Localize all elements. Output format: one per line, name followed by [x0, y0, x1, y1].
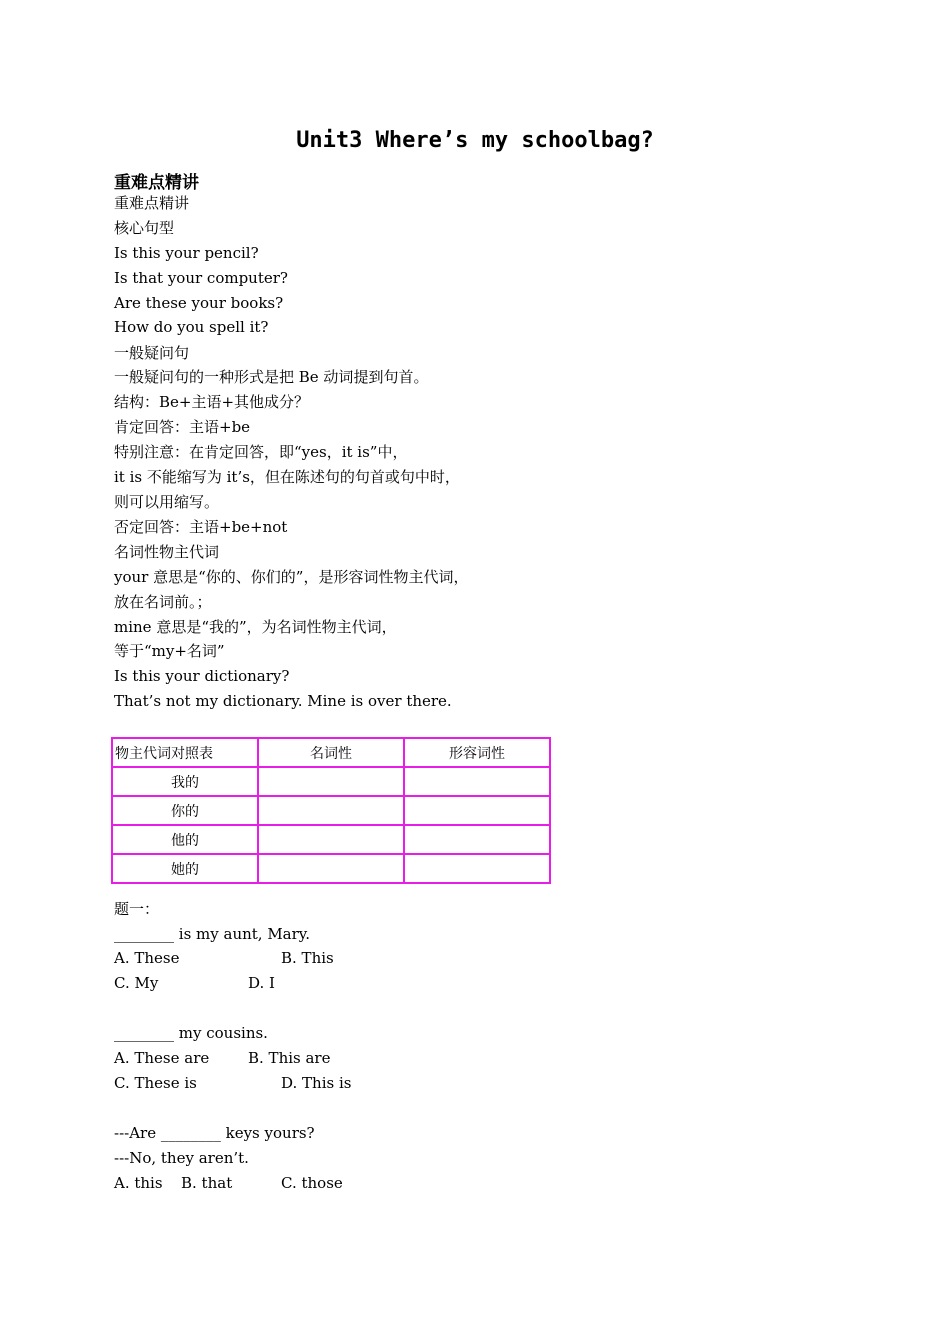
pronoun-table [111, 737, 551, 884]
text-line: 肯定回答：主语+be [114, 418, 251, 436]
question-stem: ________ is my aunt, Mary. [114, 925, 311, 943]
table-cell [404, 767, 550, 796]
option-b: B. that [181, 1174, 233, 1192]
option-b: B. This [281, 949, 334, 967]
table-cell: 我的 [112, 767, 258, 796]
text-line: 等于“my+名词” [114, 642, 225, 660]
table-cell [258, 767, 404, 796]
table-cell [404, 854, 550, 883]
table-header-row [112, 738, 550, 767]
table-row [112, 767, 550, 796]
question-stem: ________ my cousins. [114, 1024, 268, 1042]
text-line: 结构：Be+主语+其他成分？ [114, 393, 310, 411]
option-a: A. These are [114, 1049, 210, 1067]
text-line: 一般疑问句 [114, 344, 190, 362]
table-cell [404, 796, 550, 825]
text-line: 否定回答：主语+be+not [114, 518, 288, 536]
text-line: That’s not my dictionary. Mine is over there. [114, 692, 452, 710]
option-c: C. those [281, 1174, 343, 1192]
table-cell [258, 854, 404, 883]
text-line: 重难点精讲 [114, 194, 190, 212]
text-line: your 意思是“你的、你们的”，是形容词性物主代词， [114, 568, 469, 586]
text-line: it is 不能缩写为 it’s，但在陈述句的句首或句中时， [114, 468, 460, 486]
table-cell: 他的 [112, 825, 258, 854]
question-answer-line: ---No, they aren’t. [114, 1149, 249, 1167]
option-c: C. My [114, 974, 159, 992]
table-row [112, 825, 550, 854]
text-line: Is this your dictionary? [114, 667, 290, 685]
text-line: How do you spell it? [114, 318, 269, 336]
table-cell: 你的 [112, 796, 258, 825]
table-cell [258, 825, 404, 854]
table-header-cell: 名词性 [258, 738, 404, 767]
option-a: A. These [114, 949, 180, 967]
text-line: mine 意思是“我的”，为名词性物主代词， [114, 618, 397, 636]
document-title: Unit3 Where’s my schoolbag? [296, 128, 654, 153]
text-line: Is that your computer? [114, 269, 288, 287]
table-cell [404, 825, 550, 854]
option-b: B. This are [248, 1049, 331, 1067]
question-stem: ---Are ________ keys yours? [114, 1124, 315, 1142]
table-row [112, 796, 550, 825]
table-header-cell: 形容词性 [404, 738, 550, 767]
table-row [112, 854, 550, 883]
exercise-label: 题一： [114, 900, 160, 918]
option-c: C. These is [114, 1074, 197, 1092]
table-header-cell: 物主代词对照表 [112, 738, 258, 767]
text-line: Is this your pencil? [114, 244, 259, 262]
option-a: A. this [114, 1174, 163, 1192]
text-line: 则可以用缩写。 [114, 493, 220, 511]
text-line: 核心句型 [114, 219, 175, 237]
option-d: D. This is [281, 1074, 352, 1092]
table-cell: 她的 [112, 854, 258, 883]
text-line: Are these your books? [114, 294, 284, 312]
option-d: D. I [248, 974, 275, 992]
text-line: 放在名词前。； [114, 593, 212, 611]
text-line: 名词性物主代词 [114, 543, 220, 561]
section-heading: 重难点精讲 [114, 173, 199, 193]
text-line: 特别注意：在肯定回答，即“yes，it is”中， [114, 443, 408, 461]
text-line: 一般疑问句的一种形式是把 Be 动词提到句首。 [114, 368, 429, 386]
table-cell [258, 796, 404, 825]
